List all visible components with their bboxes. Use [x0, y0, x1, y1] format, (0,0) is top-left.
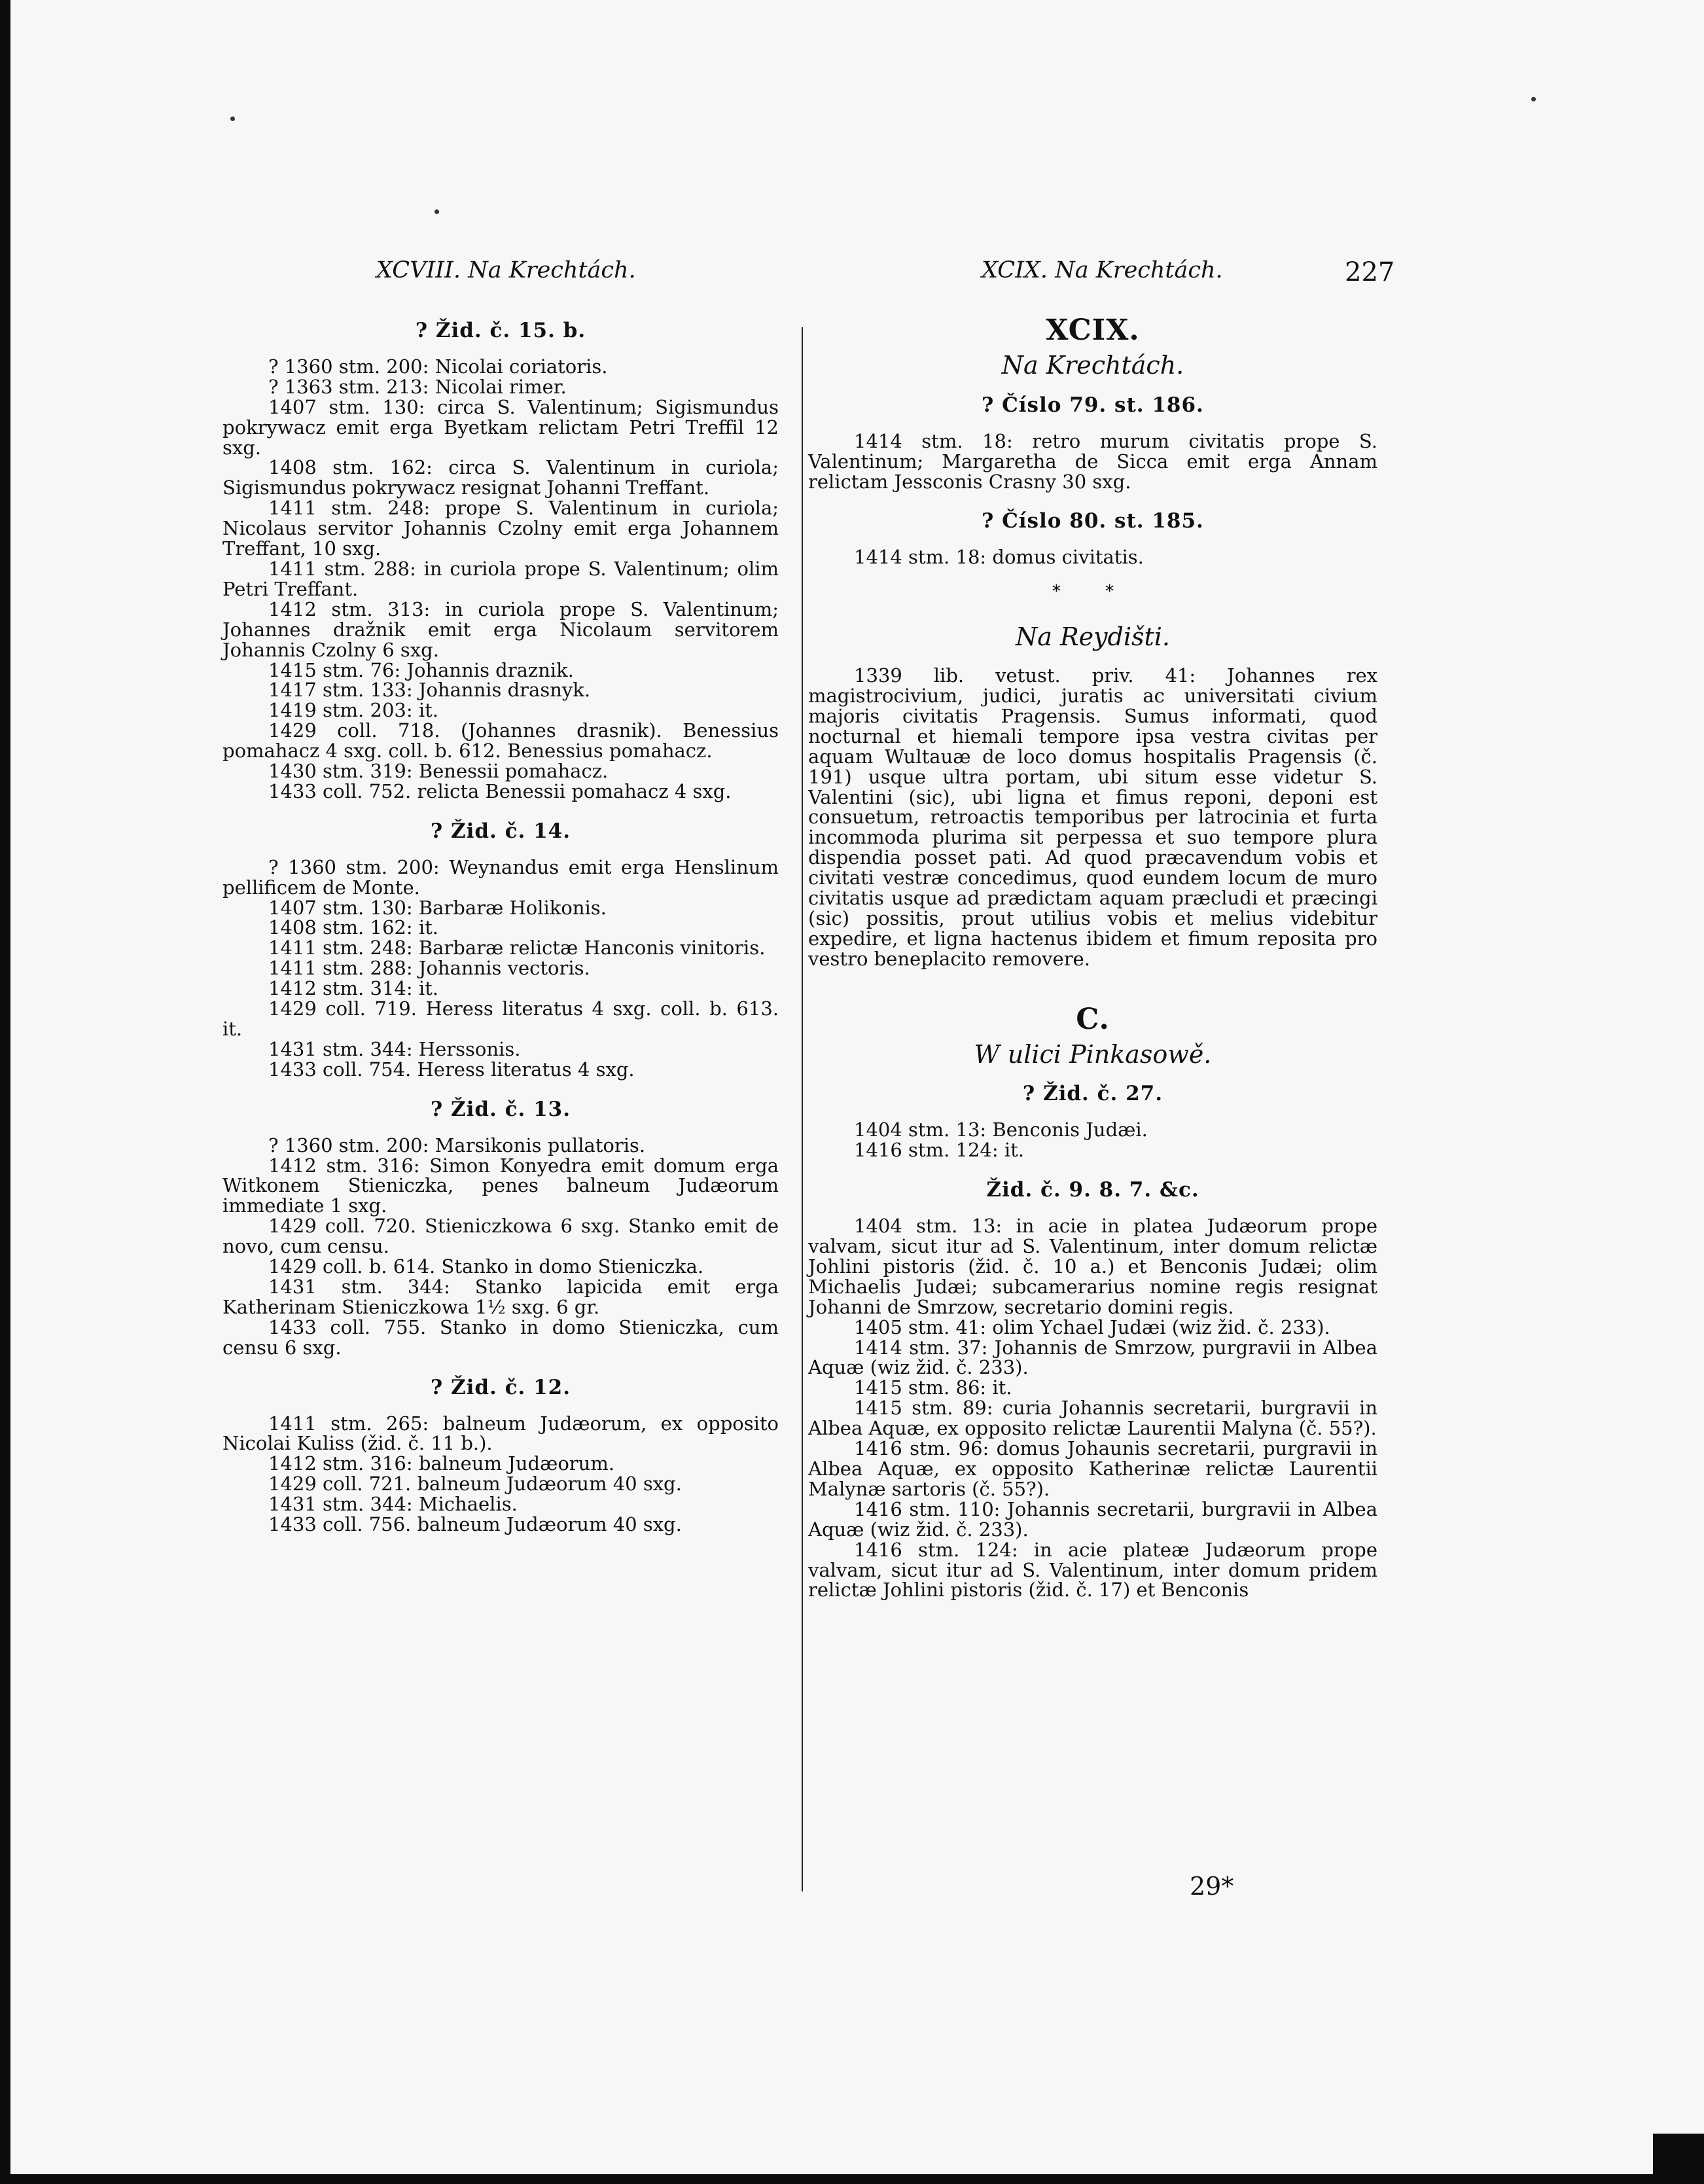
section-heading: ? Žid. č. 27.	[1022, 1082, 1163, 1106]
left-column	[222, 321, 779, 1535]
entry-paragraph: 1405 stm. 41: olim Ychael Judæi (wiz žid. č. 233).	[854, 1316, 1330, 1338]
entry-paragraph: 1408 stm. 162: circa S. Valentinum in curiola; Sigismundus pokrywacz resignat Johanni Treffant.	[222, 456, 779, 499]
entry-paragraph: 1417 stm. 133: Johannis drasnyk.	[268, 679, 591, 702]
section-heading: ? Číslo 80. st. 185.	[982, 509, 1204, 533]
entry-paragraph: 1416 stm. 110: Johannis secretarii, burgravii in Albea Aquæ (wiz žid. č. 233).	[808, 1497, 1377, 1541]
entry-paragraph: 1411 stm. 288: Johannis vectoris.	[268, 957, 590, 980]
entry-paragraph: 1429 coll. b. 614. Stanko in domo Stieniczka.	[268, 1255, 704, 1278]
running-head-left: XCVIII. Na Krechtách.	[376, 257, 636, 283]
section-heading: ? Žid. č. 14.	[430, 819, 571, 843]
entry-paragraph: 1433 coll. 755. Stanko in domo Stieniczka, cum censu 6 sxg.	[222, 1316, 779, 1359]
entry-paragraph: 1430 stm. 319: Benessii pomahacz.	[268, 760, 609, 783]
entry-paragraph: 1433 coll. 754. Heress literatus 4 sxg.	[268, 1058, 635, 1081]
section-title: Na Krechtách.	[1001, 350, 1184, 380]
section-title: Na Reydišti.	[1015, 622, 1171, 652]
entry-paragraph: 1404 stm. 13: Benconis Judæi.	[854, 1119, 1148, 1141]
scan-edge-bottom	[0, 2174, 1704, 2184]
entry-paragraph: 1431 stm. 344: Stanko lapicida emit erga Katherinam Stieniczkowa 1½ sxg. 6 gr.	[222, 1275, 779, 1318]
right-column	[808, 313, 1377, 1602]
entry-paragraph: ? 1360 stm. 200: Nicolai coriatoris.	[268, 355, 608, 378]
entry-paragraph: 1416 stm. 96: domus Johaunis secretarii, purgravii in Albea Aquæ, ex opposito Katherinæ relictæ Laurentii Malynæ sartoris (č. 55?).	[808, 1437, 1377, 1500]
entry-paragraph: 1433 coll. 752. relicta Benessii pomahacz 4 sxg.	[268, 779, 732, 802]
entry-paragraph: 1411 stm. 265: balneum Judæorum, ex opposito Nicolai Kuliss (žid. č. 11 b.).	[222, 1412, 779, 1455]
entry-paragraph: 1412 stm. 314: it.	[268, 977, 438, 1000]
section-heading: Žid. č. 9. 8. 7. &c.	[986, 1178, 1199, 1202]
entry-paragraph: 1429 coll. 719. Heress literatus 4 sxg. coll. b. 613. it.	[222, 997, 779, 1040]
entry-paragraph: 1407 stm. 130: circa S. Valentinum; Sigismundus pokrywacz emit erga Byetkam relictam Petri Treffil 12 sxg.	[222, 395, 779, 459]
entry-paragraph: 1415 stm. 89: curia Johannis secretarii, burgravii in Albea Aquæ, ex opposito relictæ Laurentii Malyna (č. 55?).	[808, 1397, 1377, 1440]
entry-paragraph: ? 1363 stm. 213: Nicolai rimer.	[268, 375, 567, 398]
page-number: 227	[1345, 257, 1395, 287]
scan-edge-corner	[1653, 2134, 1704, 2184]
entry-paragraph: ? 1360 stm. 200: Weynandus emit erga Henslinum pellificem de Monte.	[222, 855, 779, 899]
entry-paragraph: 1433 coll. 756. balneum Judæorum 40 sxg.	[268, 1513, 682, 1536]
entry-paragraph: 1412 stm. 316: balneum Judæorum.	[268, 1452, 615, 1475]
entry-paragraph: 1429 coll. 718. (Johannes drasnik). Benessius pomahacz 4 sxg. coll. b. 612. Benessius pomahacz.	[222, 719, 779, 762]
scan-speck	[435, 209, 439, 214]
section-separator: * *	[1052, 582, 1134, 602]
entry-paragraph: 1408 stm. 162: it.	[268, 916, 438, 939]
entry-paragraph: 1404 stm. 13: in acie in platea Judæorum prope valvam, sicut itur ad S. Valentinum, inter domum relictæ Johlini pistoris (žid. č. 10 a.) et Benconis Judæi; olim Michaelis Judæi; subcamerarius nomine regis resignat Johanni de Smrzow, secretario domini regis.	[808, 1215, 1377, 1318]
entry-paragraph: 1412 stm. 316: Simon Konyedra emit domum erga Witkonem Stieniczka, penes balneum Judæorum immediate 1 sxg.	[222, 1154, 779, 1217]
entry-paragraph: ? 1360 stm. 200: Marsikonis pullatoris.	[268, 1134, 646, 1156]
entry-paragraph: 1415 stm. 76: Johannis draznik.	[268, 658, 574, 681]
chapter-number: C.	[1076, 1002, 1110, 1036]
entry-paragraph: 1416 stm. 124: it.	[854, 1139, 1024, 1162]
entry-paragraph: 1415 stm. 86: it.	[854, 1376, 1012, 1399]
entry-paragraph: 1431 stm. 344: Michaelis.	[268, 1493, 518, 1516]
running-head-right: XCIX. Na Krechtách.	[982, 257, 1223, 283]
scan-edge-left	[0, 0, 10, 2184]
signature-mark: 29*	[1190, 1872, 1234, 1901]
entry-paragraph: 1411 stm. 248: prope S. Valentinum in curiola; Nicolaus servitor Johannis Czolny emit erga Johannem Treffant, 10 sxg.	[222, 497, 779, 560]
entry-paragraph: 1416 stm. 124: in acie plateæ Judæorum prope valvam, sicut itur ad S. Valentinum, inter domum pridem relictæ Johlini pistoris (žid. č. 17) et Benconis	[808, 1538, 1377, 1602]
entry-paragraph: 1414 stm. 37: Johannis de Smrzow, purgravii in Albea Aquæ (wiz žid. č. 233).	[808, 1336, 1377, 1379]
entry-paragraph: 1412 stm. 313: in curiola prope S. Valentinum; Johannes dražnik emit erga Nicolaum servitorem Johannis Czolny 6 sxg.	[222, 598, 779, 661]
entry-paragraph: 1411 stm. 248: Barbaræ relictæ Hanconis vinitoris.	[268, 937, 766, 959]
entry-paragraph: 1429 coll. 721. balneum Judæorum 40 sxg.	[268, 1473, 682, 1495]
entry-paragraph: 1431 stm. 344: Herssonis.	[268, 1037, 521, 1060]
entry-paragraph: 1339 lib. vetust. priv. 41: Johannes rex magistrocivium, judici, juratis ac universitati civium majoris civitatis Pragensis. Sumus informati, quod nocturnal et hiemali tempore ipsa vestra civitas per aquam Wultauæ de loco domus hospitalis Pragensis (č. 191) usque ultra portam, ubi situm esse videtur S. Valentini (sic), ubi ligna et fimus reponi, deponi est consuetum, retroactis temporibus per latrocinia et furta incommoda plurima sit perpessa et suo tempore plura dispendia posset pati. Ad quod præcavendum vobis et civitati vestræ concedimus, quod eundem locum de muro civitatis usque ad prædictam aquam præcludi et præcingi (sic) possitis, prout utilius vobis et melius videbitur expedire, et ligna hactenus ibidem et fimum reposita pro vestro beneplacito removere.	[808, 664, 1377, 970]
entry-paragraph: 1429 coll. 720. Stieniczkowa 6 sxg. Stanko emit de novo, cum censu.	[222, 1215, 779, 1258]
chapter-number: XCIX.	[1046, 313, 1140, 347]
scan-speck	[230, 116, 235, 121]
section-heading: ? Žid. č. 15. b.	[415, 319, 586, 342]
entry-paragraph: 1414 stm. 18: domus civitatis.	[854, 546, 1144, 569]
entry-paragraph: 1414 stm. 18: retro murum civitatis prope S. Valentinum; Margaretha de Sicca emit erga Annam relictam Jessconis Crasny 30 sxg.	[808, 429, 1377, 493]
section-heading: ? Číslo 79. st. 186.	[982, 393, 1204, 417]
section-title: W ulici Pinkasowě.	[974, 1039, 1212, 1069]
section-heading: ? Žid. č. 12.	[430, 1375, 571, 1399]
section-heading: ? Žid. č. 13.	[430, 1097, 571, 1121]
entry-paragraph: 1419 stm. 203: it.	[268, 699, 438, 722]
entry-paragraph: 1407 stm. 130: Barbaræ Holikonis.	[268, 896, 607, 919]
entry-paragraph: 1411 stm. 288: in curiola prope S. Valentinum; olim Petri Treffant.	[222, 557, 779, 600]
scan-speck	[1531, 97, 1536, 101]
column-divider	[802, 327, 803, 1891]
